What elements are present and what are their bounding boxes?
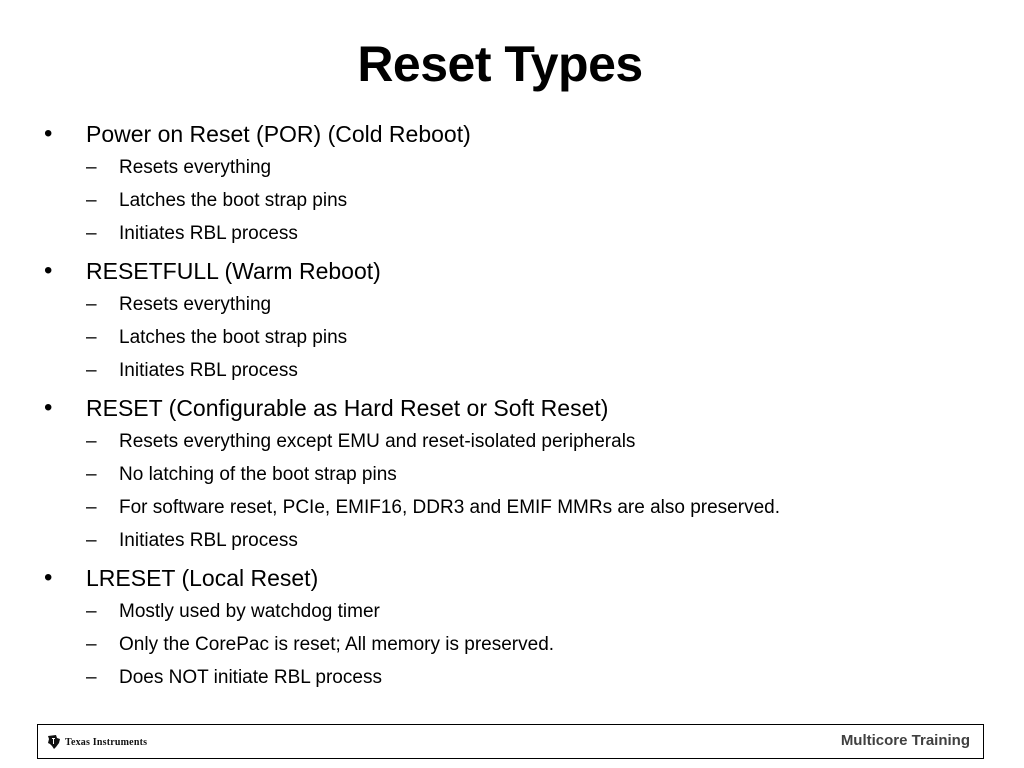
sub-glyph: – <box>86 530 97 551</box>
bullet-item <box>0 116 1024 151</box>
sub-item <box>0 288 1024 321</box>
footer-brand: Texas Instruments <box>65 736 148 748</box>
bullet-text: Power on Reset (POR) (Cold Reboot) <box>86 121 471 147</box>
sub-glyph: – <box>86 190 97 211</box>
sub-item-text: Resets everything <box>119 294 272 315</box>
sub-item-text: No latching of the boot strap pins <box>119 464 397 485</box>
sub-item-text: Latches the boot strap pins <box>119 190 348 211</box>
bullet-text: RESETFULL (Warm Reboot) <box>86 258 381 284</box>
slide-footer <box>37 724 984 759</box>
sub-glyph: – <box>86 464 97 485</box>
sub-glyph: – <box>86 294 97 315</box>
bullet-item <box>0 560 1024 595</box>
bullet-text: LRESET (Local Reset) <box>86 565 319 591</box>
sub-item-text: For software reset, PCIe, EMIF16, DDR3 and EMIF MMRs are also preserved. <box>119 497 780 518</box>
sub-item-text: Does NOT initiate RBL process <box>119 667 382 688</box>
bullet-glyph: • <box>44 564 53 591</box>
sub-item <box>0 184 1024 217</box>
sub-item <box>0 425 1024 458</box>
sub-item <box>0 661 1024 694</box>
sub-item <box>0 595 1024 628</box>
sub-item <box>0 524 1024 557</box>
footer-logo <box>47 734 147 750</box>
sub-item-text: Mostly used by watchdog timer <box>119 601 380 622</box>
sub-item <box>0 151 1024 184</box>
sub-item <box>0 491 1024 524</box>
sub-glyph: – <box>86 223 97 244</box>
sub-glyph: – <box>86 497 97 518</box>
sub-item-text: Latches the boot strap pins <box>119 327 348 348</box>
sub-glyph: – <box>86 157 97 178</box>
sub-item <box>0 354 1024 387</box>
bullet-list <box>0 116 1024 694</box>
sub-item-text: Initiates RBL process <box>119 360 298 381</box>
sub-glyph: – <box>86 431 97 452</box>
sub-item-text: Resets everything except EMU and reset-isolated peripherals <box>119 431 636 452</box>
bullet-item <box>0 390 1024 425</box>
bullet-item <box>0 253 1024 288</box>
sub-item <box>0 458 1024 491</box>
sub-item-text: Only the CorePac is reset; All memory is preserved. <box>119 634 555 655</box>
texas-instruments-logo-icon <box>47 734 61 750</box>
sub-item <box>0 628 1024 661</box>
sub-item <box>0 321 1024 354</box>
sub-glyph: – <box>86 634 97 655</box>
sub-item-text: Initiates RBL process <box>119 530 298 551</box>
sub-glyph: – <box>86 327 97 348</box>
footer-training-label: Multicore Training <box>840 732 970 749</box>
sub-item-text: Resets everything <box>119 157 272 178</box>
sub-item <box>0 217 1024 250</box>
bullet-glyph: • <box>44 120 53 147</box>
sub-glyph: – <box>86 601 97 622</box>
sub-glyph: – <box>86 360 97 381</box>
sub-glyph: – <box>86 667 97 688</box>
slide-title: Reset Types <box>357 36 643 92</box>
sub-item-text: Initiates RBL process <box>119 223 298 244</box>
bullet-glyph: • <box>44 257 53 284</box>
bullet-glyph: • <box>44 394 53 421</box>
bullet-text: RESET (Configurable as Hard Reset or Soft Reset) <box>86 395 609 421</box>
